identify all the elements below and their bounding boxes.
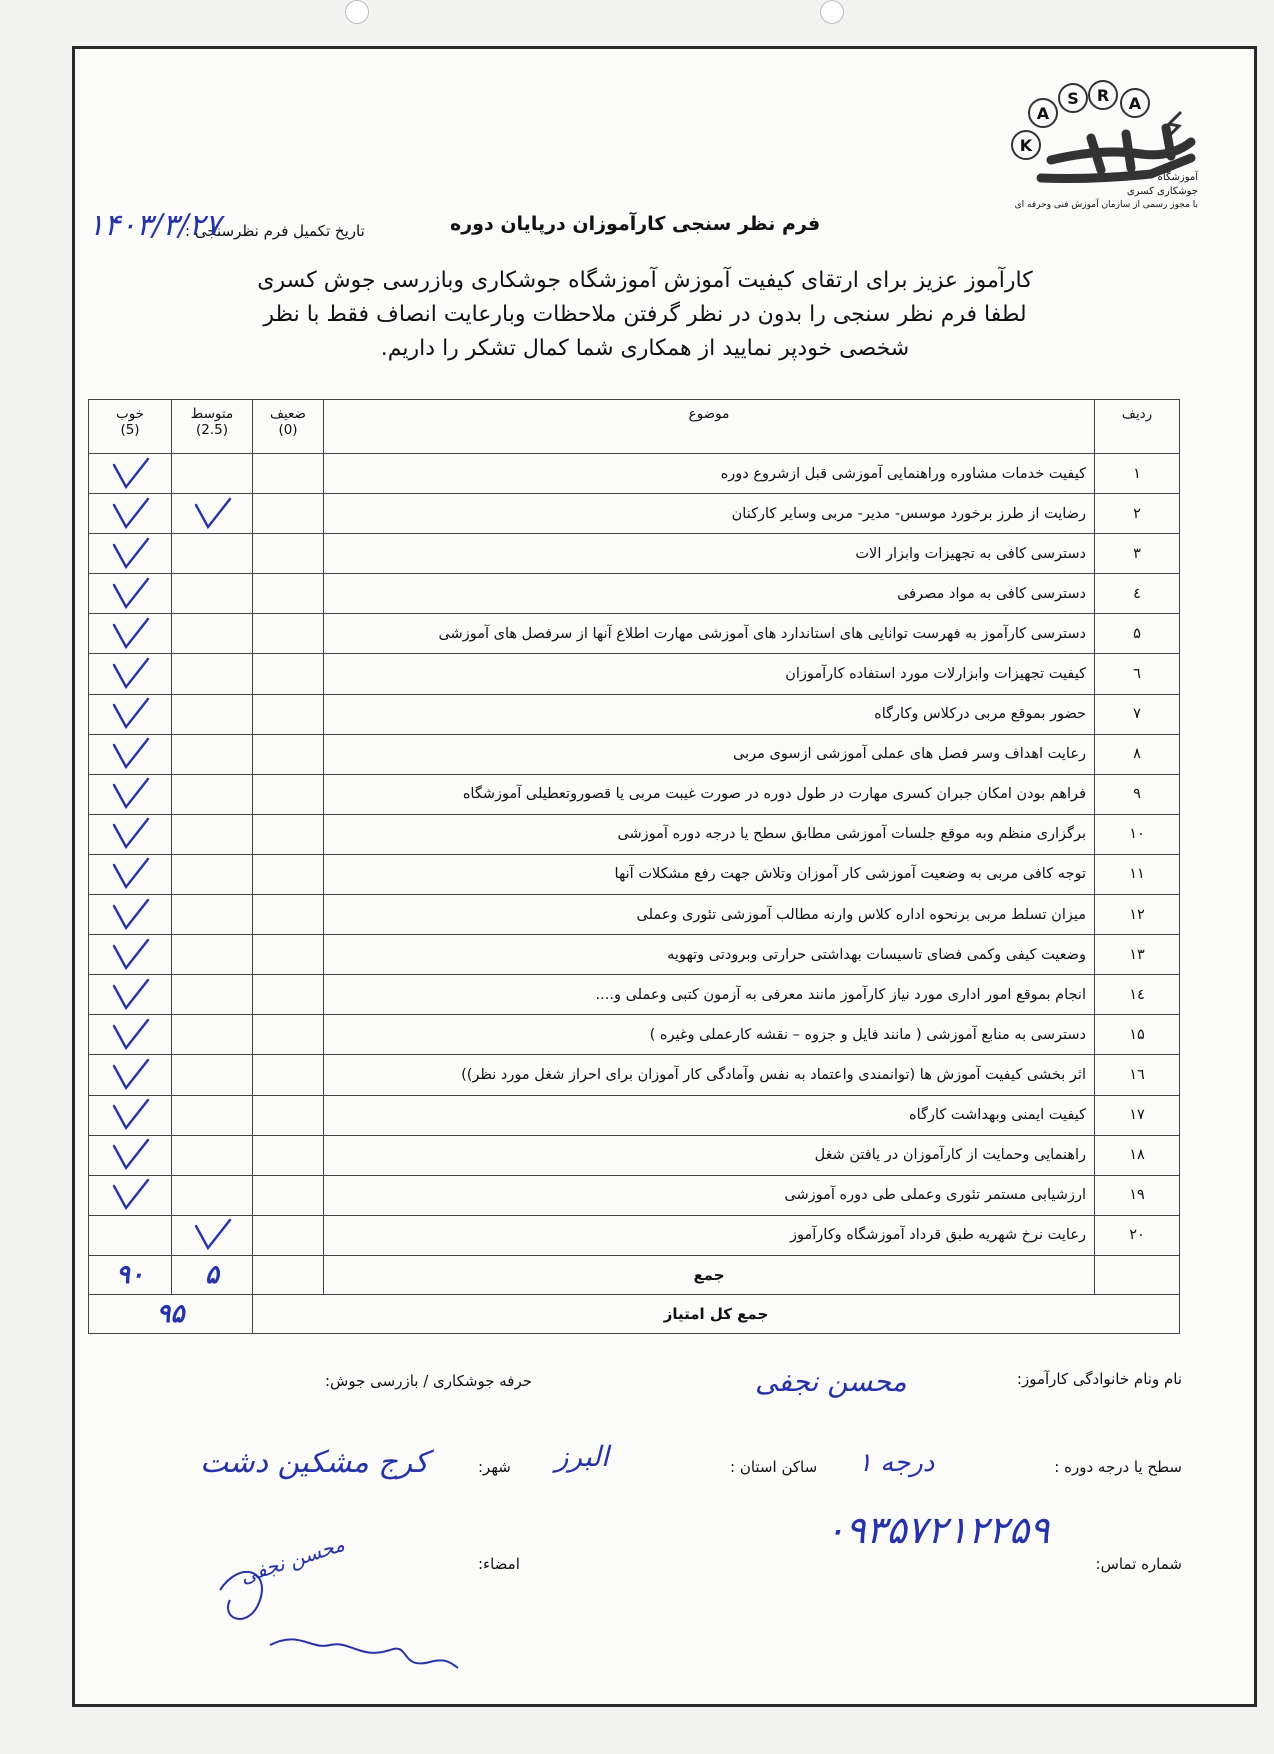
table-row	[89, 654, 1180, 694]
logo-text-2: جوشکاری کسری	[1126, 186, 1198, 197]
subject-cell	[324, 975, 1095, 1015]
subject-cell	[324, 774, 1095, 814]
sum-good-cell	[89, 1255, 172, 1294]
row-number: ۱٦	[1129, 1066, 1145, 1083]
header-row-number	[1095, 400, 1180, 454]
sum-label-cell	[324, 1255, 1095, 1294]
weak-rating-cell[interactable]	[253, 895, 324, 935]
table-row	[89, 574, 1180, 614]
weak-rating-cell[interactable]	[253, 774, 324, 814]
medium-rating-cell[interactable]	[172, 654, 253, 694]
total-row	[89, 1294, 1180, 1333]
good-rating-cell[interactable]	[89, 1175, 172, 1215]
subject-cell	[324, 1135, 1095, 1175]
header-weak	[253, 400, 324, 454]
row-number: ۱۷	[1129, 1107, 1145, 1124]
good-checkmark-icon	[110, 577, 150, 611]
row-number-cell	[1095, 895, 1180, 935]
header-weak-label: ضعیف	[269, 406, 307, 422]
phone-value: ۰۹۳۵۷۲۱۲۲۵۹	[825, 1508, 1050, 1552]
table-row	[89, 494, 1180, 534]
good-checkmark-icon	[110, 697, 150, 731]
medium-rating-cell[interactable]	[172, 774, 253, 814]
trainee-name-value: محسن نجفی	[755, 1365, 907, 1398]
institute-logo	[983, 80, 1198, 215]
intro-line-1: کارآموز عزیز برای ارتقای کیفیت آموزش آموزشگاه جوشکاری وبازرسی جوش کسری	[257, 268, 1033, 293]
table-row	[89, 694, 1180, 734]
weak-rating-cell[interactable]	[253, 814, 324, 854]
row-number: ۱۱	[1129, 866, 1145, 883]
row-number-cell	[1095, 574, 1180, 614]
good-rating-cell[interactable]	[89, 654, 172, 694]
good-rating-cell[interactable]	[89, 895, 172, 935]
medium-rating-cell[interactable]	[172, 574, 253, 614]
medium-checkmark-icon	[192, 1218, 232, 1252]
subject-text: دسترسی کافی به مواد مصرفی	[897, 585, 1086, 602]
header-row-label: ردیف	[1121, 406, 1153, 422]
weak-rating-cell[interactable]	[253, 654, 324, 694]
subject-text: ارزشیابی مستمر تئوری وعملی طی دوره آموزشی	[784, 1187, 1086, 1204]
table-row	[89, 1015, 1180, 1055]
header-good-label: خوب	[115, 406, 145, 422]
form-title: فرم نظر سنجی کارآموزان درپایان دوره	[450, 213, 821, 235]
punch-hole-left	[345, 0, 369, 24]
weak-rating-cell[interactable]	[253, 935, 324, 975]
completion-date-value: ۱۴۰۳/۳/۲۷	[88, 208, 222, 243]
medium-rating-cell[interactable]	[172, 935, 253, 975]
medium-rating-cell[interactable]	[172, 1215, 253, 1255]
sum-label: جمع	[693, 1265, 725, 1284]
row-number-cell	[1095, 774, 1180, 814]
punch-hole-right	[820, 0, 844, 24]
row-number-cell	[1095, 614, 1180, 654]
sum-good-value: ۹۰	[116, 1259, 144, 1290]
weak-rating-cell[interactable]	[253, 975, 324, 1015]
weak-rating-cell[interactable]	[253, 1135, 324, 1175]
header-good	[89, 400, 172, 454]
table-row	[89, 854, 1180, 894]
row-number: ۲	[1133, 505, 1141, 522]
row-number: ۱۰	[1129, 826, 1145, 843]
row-number-cell	[1095, 454, 1180, 494]
good-checkmark-icon	[110, 777, 150, 811]
medium-rating-cell[interactable]	[172, 734, 253, 774]
row-number: ٤	[1133, 585, 1141, 602]
logo-badge-k: K	[1011, 130, 1041, 160]
logo-badge-s: S	[1058, 83, 1088, 113]
logo-badge-r: R	[1088, 80, 1118, 110]
signature-name: محسن نجفی	[236, 1531, 348, 1589]
medium-rating-cell[interactable]	[172, 1095, 253, 1135]
medium-rating-cell[interactable]	[172, 1175, 253, 1215]
good-checkmark-icon	[110, 817, 150, 851]
row-number: ۵	[1133, 625, 1141, 642]
good-checkmark-icon	[110, 1138, 150, 1172]
row-number-cell	[1095, 1135, 1180, 1175]
good-checkmark-icon	[110, 1098, 150, 1132]
row-number: ۱۸	[1129, 1147, 1145, 1164]
subject-text: کیفیت خدمات مشاوره وراهنمایی آموزشی قبل ازشروع دوره	[720, 465, 1086, 482]
medium-checkmark-icon	[192, 497, 232, 531]
phone-label: شماره تماس:	[1095, 1555, 1182, 1573]
city-value: کرج مشکین دشت	[200, 1445, 429, 1480]
row-number: ۱۵	[1129, 1026, 1145, 1043]
subject-cell	[324, 614, 1095, 654]
logo-text-1: آموزشگاه	[1157, 172, 1198, 183]
subject-cell	[324, 694, 1095, 734]
good-rating-cell[interactable]	[89, 774, 172, 814]
table-row	[89, 1095, 1180, 1135]
table-row	[89, 895, 1180, 935]
table-row	[89, 614, 1180, 654]
course-level-value: درجه ۱	[858, 1448, 935, 1478]
good-rating-cell[interactable]	[89, 1015, 172, 1055]
table-row	[89, 814, 1180, 854]
good-checkmark-icon	[110, 898, 150, 932]
row-number-cell	[1095, 1055, 1180, 1095]
header-subject-label: موضوع	[688, 406, 730, 422]
header-good-score: (5)	[120, 422, 140, 438]
logo-text-3: با مجوز رسمی از سازمان آموزش فنی وحرفه ای	[1014, 200, 1198, 210]
province-value: البرز	[555, 1440, 609, 1473]
trade-label: حرفه جوشکاری / بازرسی جوش:	[325, 1372, 533, 1390]
good-rating-cell[interactable]	[89, 614, 172, 654]
subject-cell	[324, 1015, 1095, 1055]
row-number-cell	[1095, 1175, 1180, 1215]
good-checkmark-icon	[110, 857, 150, 891]
signature-scribble	[200, 1550, 460, 1670]
city-label: شهر:	[478, 1458, 511, 1476]
row-number-cell	[1095, 814, 1180, 854]
table-row	[89, 935, 1180, 975]
weak-rating-cell[interactable]	[253, 534, 324, 574]
row-number: ۱۲	[1129, 906, 1145, 923]
good-rating-cell[interactable]	[89, 935, 172, 975]
province-label: ساکن استان :	[730, 1458, 818, 1476]
total-label-cell	[253, 1294, 1180, 1333]
subject-cell	[324, 454, 1095, 494]
weak-rating-cell[interactable]	[253, 454, 324, 494]
intro-line-3: شخصی خودپر نمایید از همکاری شما کمال تشکر را داریم.	[380, 336, 910, 361]
row-number: ۷	[1133, 706, 1141, 723]
good-checkmark-icon	[110, 1018, 150, 1052]
row-number-cell	[1095, 935, 1180, 975]
medium-rating-cell[interactable]	[172, 1135, 253, 1175]
completion-date-label: تاریخ تکمیل فرم نظرسنجی :	[185, 222, 365, 240]
subject-cell	[324, 734, 1095, 774]
medium-rating-cell[interactable]	[172, 534, 253, 574]
good-rating-cell[interactable]	[89, 1055, 172, 1095]
good-rating-cell[interactable]	[89, 574, 172, 614]
subject-cell	[324, 654, 1095, 694]
good-rating-cell[interactable]	[89, 494, 172, 534]
row-number: ۱	[1133, 465, 1141, 482]
subject-text: دسترسی کارآموز به فهرست توانایی های استاندارد های آموزشی مهارت اطلاع آنها از سرفصل های آموزشی	[438, 625, 1086, 642]
weak-rating-cell[interactable]	[253, 734, 324, 774]
good-rating-cell[interactable]	[89, 854, 172, 894]
good-checkmark-icon	[110, 978, 150, 1012]
medium-rating-cell[interactable]	[172, 1015, 253, 1055]
subject-text: کیفیت تجهیزات وابزارلات مورد استفاده کارآموزان	[785, 666, 1086, 683]
good-rating-cell[interactable]	[89, 734, 172, 774]
row-number-cell	[1095, 975, 1180, 1015]
good-checkmark-icon	[110, 457, 150, 491]
medium-rating-cell[interactable]	[172, 1055, 253, 1095]
total-value-cell	[89, 1294, 253, 1333]
good-rating-cell[interactable]	[89, 814, 172, 854]
weak-rating-cell[interactable]	[253, 694, 324, 734]
subject-cell	[324, 814, 1095, 854]
subject-cell	[324, 1215, 1095, 1255]
subject-text: رضایت از طرز برخورد موسس- مدیر- مربی وسایر کارکنان	[731, 505, 1086, 522]
subject-cell	[324, 895, 1095, 935]
subject-cell	[324, 1175, 1095, 1215]
row-number: ۳	[1133, 545, 1141, 562]
weak-rating-cell[interactable]	[253, 1015, 324, 1055]
table-header-row	[89, 400, 1180, 454]
header-medium-score: (2.5)	[195, 422, 228, 438]
row-number-cell	[1095, 494, 1180, 534]
weak-rating-cell[interactable]	[253, 574, 324, 614]
good-rating-cell[interactable]	[89, 454, 172, 494]
good-checkmark-icon	[110, 497, 150, 531]
row-number: ۱۹	[1129, 1187, 1145, 1204]
subject-cell	[324, 1055, 1095, 1095]
sum-medium-value: ۵	[205, 1259, 219, 1290]
weak-rating-cell[interactable]	[253, 1055, 324, 1095]
table-row	[89, 454, 1180, 494]
subject-cell	[324, 534, 1095, 574]
subject-text: وضعیت کیفی وکمی فضای تاسیسات بهداشتی حرارتی وبرودتی وتهویه	[667, 946, 1086, 963]
header-medium-label: متوسط	[190, 406, 234, 422]
course-level-label: سطح یا درجه دوره :	[1054, 1458, 1182, 1476]
table-row	[89, 774, 1180, 814]
table-row	[89, 1175, 1180, 1215]
good-checkmark-icon	[110, 1058, 150, 1092]
intro-paragraph	[105, 264, 1185, 366]
logo-badge-a1: A	[1028, 98, 1058, 128]
medium-rating-cell[interactable]	[172, 494, 253, 534]
row-number: ۸	[1133, 746, 1141, 763]
sum-medium-cell	[172, 1255, 253, 1294]
sum-row-number-cell	[1095, 1255, 1180, 1294]
row-number-cell	[1095, 654, 1180, 694]
row-number-cell	[1095, 1095, 1180, 1135]
medium-rating-cell[interactable]	[172, 694, 253, 734]
sum-weak-cell	[253, 1255, 324, 1294]
row-number: ۹	[1133, 786, 1141, 803]
header-weak-score: (0)	[278, 422, 298, 438]
total-value: ۹۵	[156, 1298, 185, 1329]
sum-row	[89, 1255, 1180, 1294]
header-subject	[324, 400, 1095, 454]
signature-label: امضاء:	[478, 1555, 520, 1573]
weak-rating-cell[interactable]	[253, 614, 324, 654]
good-checkmark-icon	[110, 737, 150, 771]
row-number-cell	[1095, 1015, 1180, 1055]
subject-text: رعایت اهداف وسر فصل های عملی آموزشی ازسوی مربی	[733, 746, 1086, 763]
weak-rating-cell[interactable]	[253, 1175, 324, 1215]
subject-text: رعایت نرخ شهریه طبق قرداد آموزشگاه وکارآموز	[790, 1227, 1086, 1244]
good-rating-cell[interactable]	[89, 694, 172, 734]
row-number-cell	[1095, 734, 1180, 774]
subject-cell	[324, 854, 1095, 894]
weak-rating-cell[interactable]	[253, 1095, 324, 1135]
subject-text: دسترسی کافی به تجهیزات وابزار الات	[855, 545, 1086, 562]
survey-table	[88, 399, 1180, 1334]
weak-rating-cell[interactable]	[253, 1215, 324, 1255]
logo-badge-a2: A	[1120, 88, 1150, 118]
good-rating-cell[interactable]	[89, 1215, 172, 1255]
weak-rating-cell[interactable]	[253, 494, 324, 534]
good-checkmark-icon	[110, 1178, 150, 1212]
medium-rating-cell[interactable]	[172, 454, 253, 494]
good-rating-cell[interactable]	[89, 975, 172, 1015]
subject-cell	[324, 494, 1095, 534]
weak-rating-cell[interactable]	[253, 854, 324, 894]
subject-text: انجام بموقع امور اداری مورد نیاز کارآموز مانند معرفی به آزمون کتبی وعملی و....	[595, 986, 1086, 1003]
header-medium	[172, 400, 253, 454]
subject-text: کیفیت ایمنی وبهداشت کارگاه	[909, 1107, 1086, 1124]
good-checkmark-icon	[110, 617, 150, 651]
medium-rating-cell[interactable]	[172, 895, 253, 935]
table-row	[89, 734, 1180, 774]
row-number-cell	[1095, 534, 1180, 574]
subject-text: اثر بخشی کیفیت آموزش ها (توانمندی واعتماد به نفس وآمادگی کار آموزان برای احراز شغل مورد نظر))	[461, 1066, 1086, 1083]
good-checkmark-icon	[110, 537, 150, 571]
table-row	[89, 1135, 1180, 1175]
table-row	[89, 1215, 1180, 1255]
subject-text: راهنمایی وحمایت از کارآموزان در یافتن شغل	[814, 1147, 1086, 1164]
table-row	[89, 534, 1180, 574]
subject-text: حضور بموقع مربی درکلاس وکارگاه	[874, 706, 1086, 723]
medium-rating-cell[interactable]	[172, 975, 253, 1015]
good-rating-cell[interactable]	[89, 1095, 172, 1135]
good-rating-cell[interactable]	[89, 534, 172, 574]
row-number: ٦	[1133, 666, 1141, 683]
medium-rating-cell[interactable]	[172, 854, 253, 894]
subject-text: دسترسی به منابع آموزشی ( مانند فایل و جزوه – نقشه کارعملی وغیره )	[649, 1026, 1086, 1043]
table-row	[89, 1055, 1180, 1095]
subject-cell	[324, 574, 1095, 614]
row-number-cell	[1095, 854, 1180, 894]
good-checkmark-icon	[110, 657, 150, 691]
subject-text: برگزاری منظم وبه موقع جلسات آموزشی مطابق سطح یا درجه دوره آموزشی	[617, 826, 1086, 843]
trainee-name-label: نام ونام خانوادگی کارآموز:	[1016, 1370, 1182, 1388]
medium-rating-cell[interactable]	[172, 614, 253, 654]
good-checkmark-icon	[110, 938, 150, 972]
row-number-cell	[1095, 694, 1180, 734]
intro-line-2: لطفا فرم نظر سنجی را بدون در نظر گرفتن ملاحظات وبارعایت انصاف فقط با نظر	[263, 302, 1027, 327]
subject-text: فراهم بودن امکان جبران کسری مهارت در طول دوره در صورت غیبت مربی یا قصوروتعطیلی آموزشگاه	[462, 786, 1086, 803]
row-number: ۱۳	[1129, 946, 1145, 963]
good-rating-cell[interactable]	[89, 1135, 172, 1175]
subject-text: توجه کافی مربی به وضعیت آموزشی کار آموزان وتلاش جهت رفع مشکلات آنها	[614, 866, 1086, 883]
row-number-cell	[1095, 1215, 1180, 1255]
subject-cell	[324, 1095, 1095, 1135]
medium-rating-cell[interactable]	[172, 814, 253, 854]
total-label: جمع کل امتیاز	[663, 1304, 769, 1323]
table-row	[89, 975, 1180, 1015]
row-number: ۱٤	[1129, 986, 1145, 1003]
row-number: ۲۰	[1129, 1227, 1145, 1244]
subject-cell	[324, 935, 1095, 975]
subject-text: میزان تسلط مربی برنحوه اداره کلاس وارنه مطالب آموزشی تئوری وعملی	[636, 906, 1086, 923]
